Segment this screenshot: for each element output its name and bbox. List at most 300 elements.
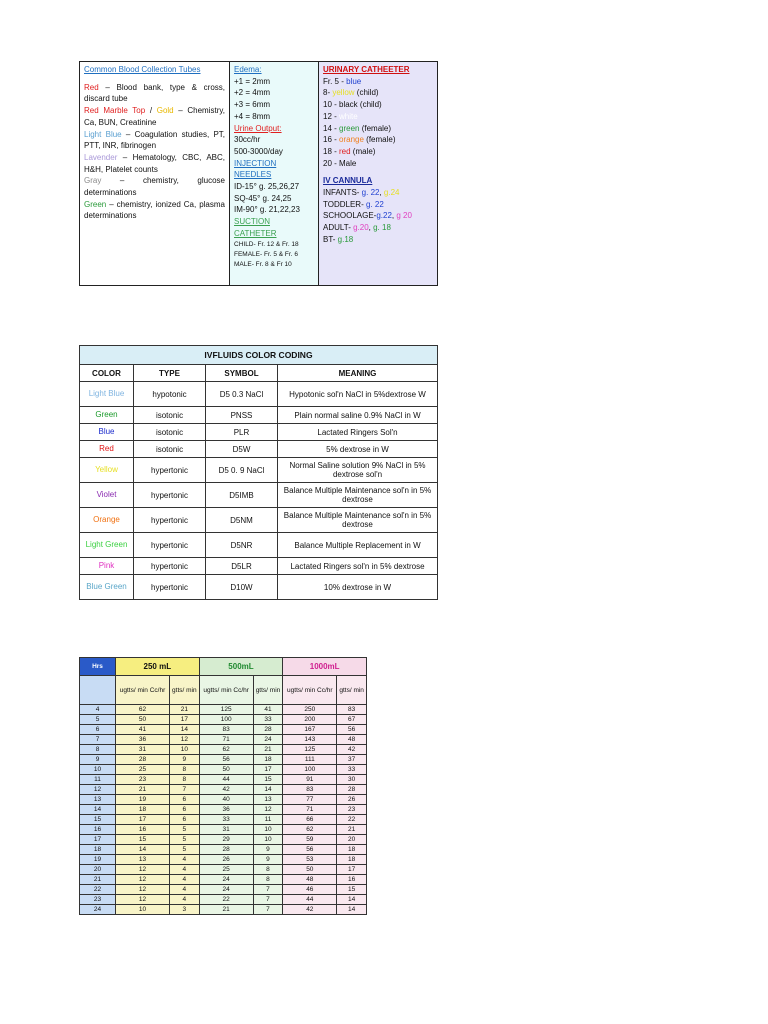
hours-cell: 23 — [80, 895, 116, 905]
tube-green — [84, 199, 225, 222]
gtts-500-cell: 13 — [253, 795, 283, 805]
ugtts-250-cell: 17 — [116, 815, 170, 825]
cannula-label: INFANTS- — [323, 188, 362, 198]
ivfluids-type-cell: hypotonic — [134, 382, 206, 407]
urinary-size: Fr. 5 - — [323, 76, 347, 86]
ugtts-500-cell: 83 — [199, 725, 253, 735]
hours-cell: 15 — [80, 815, 116, 825]
drip-row — [80, 905, 367, 915]
ivfluids-header-symbol: SYMBOL — [206, 365, 278, 382]
tube-marble-desc: – Chemistry, Ca, BUN, Creatinine — [84, 106, 226, 127]
gtts-250-cell: 6 — [169, 805, 199, 815]
ugtts-250-cell: 10 — [116, 905, 170, 915]
ugtts-1000-cell: 42 — [283, 905, 337, 915]
ivfluids-type-cell: hypertonic — [134, 558, 206, 575]
ugtts-500-cell: 28 — [199, 845, 253, 855]
urinary-size: 20 - Male — [323, 158, 357, 168]
drip-row — [80, 855, 367, 865]
ivfluids-row — [80, 382, 438, 407]
ugtts-250-cell: 62 — [116, 705, 170, 715]
gtts-1000-cell: 33 — [337, 765, 367, 775]
gtts-500-cell: 7 — [253, 905, 283, 915]
urinary-item — [323, 134, 433, 146]
urinary-item — [323, 158, 433, 170]
gtts-500-cell: 21 — [253, 745, 283, 755]
cannula-gauge: g.22 — [376, 211, 392, 221]
tube-green-name: Green — [84, 199, 107, 209]
urinary-note: (female) — [359, 123, 392, 133]
sub-header-ugtts: ugtts/ min Cc/hr — [283, 676, 337, 705]
ivfluids-color-cell: Blue Green — [80, 575, 134, 600]
ivfluids-type-cell: hypertonic — [134, 575, 206, 600]
cannula-sep: , — [368, 223, 374, 233]
gtts-1000-cell: 30 — [337, 775, 367, 785]
hours-cell: 7 — [80, 735, 116, 745]
cannula-adult — [323, 222, 433, 234]
urinary-note: (female) — [363, 135, 396, 145]
ugtts-1000-cell: 83 — [283, 785, 337, 795]
edema-column — [230, 62, 319, 285]
urinary-size: 14 - — [323, 123, 340, 133]
hours-cell: 16 — [80, 825, 116, 835]
gtts-250-cell: 5 — [169, 835, 199, 845]
cannula-toddler — [323, 199, 433, 211]
ivfluids-type-cell: hypertonic — [134, 483, 206, 508]
ivfluids-symbol-cell: D5LR — [206, 558, 278, 575]
gtts-1000-cell: 28 — [337, 785, 367, 795]
urinary-item — [323, 76, 433, 88]
ivfluids-header-type: TYPE — [134, 365, 206, 382]
gtts-500-cell: 9 — [253, 855, 283, 865]
ivfluids-meaning-cell: Plain normal saline 0.9% NaCl in W — [278, 407, 438, 424]
ugtts-1000-cell: 66 — [283, 815, 337, 825]
gtts-500-cell: 7 — [253, 885, 283, 895]
blood-tubes-column — [80, 62, 230, 285]
ugtts-1000-cell: 100 — [283, 765, 337, 775]
cannula-schoolage — [323, 210, 433, 222]
cannula-gauge: g. 18 — [373, 223, 391, 233]
ugtts-500-cell: 40 — [199, 795, 253, 805]
ivfluids-meaning-cell: Balance Multiple Maintenance sol'n in 5% dextrose — [278, 508, 438, 533]
urinary-note: (child) — [354, 88, 379, 98]
urinary-heading: URINARY CATHEETER — [323, 65, 410, 74]
urine-item: 30cc/hr — [234, 135, 261, 145]
ugtts-250-cell: 13 — [116, 855, 170, 865]
gtts-500-cell: 41 — [253, 705, 283, 715]
cannula-label: ADULT- — [323, 223, 354, 233]
ugtts-250-cell: 50 — [116, 715, 170, 725]
gtts-250-cell: 5 — [169, 845, 199, 855]
hours-cell: 18 — [80, 845, 116, 855]
ugtts-500-cell: 56 — [199, 755, 253, 765]
tube-lavender — [84, 152, 225, 175]
ivfluids-symbol-cell: D10W — [206, 575, 278, 600]
ugtts-1000-cell: 46 — [283, 885, 337, 895]
tube-lightblue-name: Light Blue — [84, 129, 122, 139]
hours-cell: 22 — [80, 885, 116, 895]
gtts-250-cell: 9 — [169, 755, 199, 765]
ugtts-1000-cell: 111 — [283, 755, 337, 765]
ugtts-500-cell: 100 — [199, 715, 253, 725]
sub-header-gtts: gtts/ min — [169, 676, 199, 705]
ugtts-1000-cell: 59 — [283, 835, 337, 845]
ivfluids-type-cell: hypertonic — [134, 508, 206, 533]
tube-marble — [84, 105, 225, 128]
cannula-gauge: g.18 — [337, 234, 354, 244]
edema-item: +2 = 4mm — [234, 88, 271, 98]
drip-row — [80, 895, 367, 905]
tube-gold-name: Gold — [156, 106, 174, 116]
cannula-infants — [323, 187, 433, 199]
ugtts-500-cell: 22 — [199, 895, 253, 905]
tube-gray — [84, 175, 225, 198]
ugtts-500-cell: 125 — [199, 705, 253, 715]
ugtts-1000-cell: 91 — [283, 775, 337, 785]
suction-item: CHILD- Fr. 12 & Fr. 18 — [234, 240, 299, 248]
ugtts-250-cell: 25 — [116, 765, 170, 775]
urinary-item — [323, 87, 433, 99]
ugtts-500-cell: 26 — [199, 855, 253, 865]
gtts-250-cell: 10 — [169, 745, 199, 755]
gtts-500-cell: 11 — [253, 815, 283, 825]
ivfluids-symbol-cell: D5W — [206, 441, 278, 458]
ivfluids-color-cell: Red — [80, 441, 134, 458]
sub-header-gtts: gtts/ min — [337, 676, 367, 705]
ugtts-250-cell: 41 — [116, 725, 170, 735]
gtts-1000-cell: 18 — [337, 855, 367, 865]
drip-row — [80, 805, 367, 815]
ugtts-250-cell: 18 — [116, 805, 170, 815]
ugtts-250-cell: 21 — [116, 785, 170, 795]
hours-cell: 10 — [80, 765, 116, 775]
tube-marble-name: Red Marble Top — [84, 106, 146, 116]
drip-row — [80, 715, 367, 725]
tube-marble-sep: / — [145, 106, 157, 116]
tubes-heading: Common Blood Collection Tubes — [84, 65, 201, 74]
gtts-250-cell: 14 — [169, 725, 199, 735]
ivfluids-meaning-cell: Normal Saline solution 9% NaCl in 5% dextrose sol'n — [278, 458, 438, 483]
gtts-1000-cell: 18 — [337, 845, 367, 855]
hrs-subheader-blank — [80, 676, 116, 705]
edema-heading: Edema: — [234, 65, 262, 74]
tube-lightblue-desc: – Coagulation studies, PT, PTT, INR, fibrinogen — [84, 129, 225, 151]
urinary-size: 10 - black (child) — [323, 100, 382, 110]
urinary-note: (male) — [350, 146, 376, 156]
ugtts-500-cell: 24 — [199, 875, 253, 885]
ivfluids-meaning-cell: Lactated Ringers sol'n in 5% dextrose — [278, 558, 438, 575]
ugtts-500-cell: 29 — [199, 835, 253, 845]
ivfluids-meaning-cell: Balance Multiple Replacement in W — [278, 533, 438, 558]
drip-row — [80, 785, 367, 795]
ivfluids-row — [80, 575, 438, 600]
ugtts-250-cell: 28 — [116, 755, 170, 765]
gtts-250-cell: 7 — [169, 785, 199, 795]
ivfluids-header-meaning: MEANING — [278, 365, 438, 382]
ugtts-250-cell: 19 — [116, 795, 170, 805]
edema-item: +4 = 8mm — [234, 111, 271, 121]
tube-lightblue — [84, 129, 225, 152]
ugtts-1000-cell: 200 — [283, 715, 337, 725]
hours-cell: 12 — [80, 785, 116, 795]
ugtts-250-cell: 14 — [116, 845, 170, 855]
gtts-1000-cell: 23 — [337, 805, 367, 815]
ugtts-1000-cell: 56 — [283, 845, 337, 855]
tube-red-desc: – Blood bank, type & cross, discard tube — [84, 82, 225, 104]
cannula-bt — [323, 234, 433, 246]
drip-row — [80, 845, 367, 855]
urinary-item — [323, 123, 433, 135]
ivfluids-row — [80, 407, 438, 424]
ivfluids-row — [80, 458, 438, 483]
ugtts-250-cell: 12 — [116, 865, 170, 875]
drip-row — [80, 765, 367, 775]
needle-item: IM-90° g. 21,22,23 — [234, 205, 300, 215]
hours-cell: 21 — [80, 875, 116, 885]
sub-header-ugtts: ugtts/ min Cc/hr — [116, 676, 170, 705]
ugtts-1000-cell: 48 — [283, 875, 337, 885]
volume-500-header: 500mL — [199, 658, 283, 676]
ivfluids-color-cell: Green — [80, 407, 134, 424]
ugtts-500-cell: 24 — [199, 885, 253, 895]
gtts-1000-cell: 22 — [337, 815, 367, 825]
ivfluids-meaning-cell: Balance Multiple Maintenance sol'n in 5% dextrose — [278, 483, 438, 508]
volume-250-header: 250 mL — [116, 658, 200, 676]
ugtts-1000-cell: 167 — [283, 725, 337, 735]
ivfluids-type-cell: isotonic — [134, 424, 206, 441]
gtts-250-cell: 8 — [169, 765, 199, 775]
volume-1000-header: 1000mL — [283, 658, 367, 676]
reference-info-box — [79, 61, 438, 286]
drip-row — [80, 865, 367, 875]
ivfluids-row — [80, 483, 438, 508]
ivfluids-title: IVFLUIDS COLOR CODING — [80, 346, 438, 365]
hours-cell: 11 — [80, 775, 116, 785]
ugtts-1000-cell: 77 — [283, 795, 337, 805]
ivfluids-type-cell: isotonic — [134, 441, 206, 458]
gtts-1000-cell: 16 — [337, 875, 367, 885]
cannula-gauge: g 20 — [396, 211, 412, 221]
ugtts-1000-cell: 143 — [283, 735, 337, 745]
ivfluids-meaning-cell: Lactated Ringers Sol'n — [278, 424, 438, 441]
ivfluids-row — [80, 424, 438, 441]
urine-item: 500-3000/day — [234, 146, 283, 156]
ivfluids-row — [80, 533, 438, 558]
urinary-size: 16 - — [323, 135, 340, 145]
gtts-250-cell: 4 — [169, 895, 199, 905]
drip-row — [80, 775, 367, 785]
ivfluids-color-cell: Blue — [80, 424, 134, 441]
gtts-1000-cell: 21 — [337, 825, 367, 835]
urinary-color: white — [339, 111, 358, 121]
gtts-1000-cell: 26 — [337, 795, 367, 805]
hours-cell: 5 — [80, 715, 116, 725]
drip-row — [80, 835, 367, 845]
gtts-500-cell: 28 — [253, 725, 283, 735]
cannula-gauge: g. 22 — [361, 188, 380, 198]
hours-cell: 14 — [80, 805, 116, 815]
ugtts-250-cell: 23 — [116, 775, 170, 785]
ivfluids-color-cell: Orange — [80, 508, 134, 533]
hours-cell: 13 — [80, 795, 116, 805]
gtts-250-cell: 4 — [169, 855, 199, 865]
gtts-1000-cell: 42 — [337, 745, 367, 755]
hours-cell: 4 — [80, 705, 116, 715]
gtts-500-cell: 10 — [253, 825, 283, 835]
gtts-500-cell: 12 — [253, 805, 283, 815]
ivfluids-symbol-cell: PNSS — [206, 407, 278, 424]
tube-red — [84, 82, 225, 105]
ugtts-250-cell: 16 — [116, 825, 170, 835]
urine-heading: Urine Output: — [234, 123, 282, 133]
ugtts-1000-cell: 44 — [283, 895, 337, 905]
gtts-250-cell: 5 — [169, 825, 199, 835]
ivfluids-type-cell: hypertonic — [134, 458, 206, 483]
gtts-1000-cell: 20 — [337, 835, 367, 845]
gtts-1000-cell: 56 — [337, 725, 367, 735]
ivfluids-type-cell: isotonic — [134, 407, 206, 424]
drip-row — [80, 725, 367, 735]
hours-cell: 17 — [80, 835, 116, 845]
gtts-500-cell: 7 — [253, 895, 283, 905]
ugtts-250-cell: 12 — [116, 885, 170, 895]
gtts-250-cell: 21 — [169, 705, 199, 715]
ivfluids-body — [80, 382, 438, 600]
ivfluids-meaning-cell: Hypotonic sol'n NaCl in 5%dextrose W — [278, 382, 438, 407]
ivfluids-type-cell: hypertonic — [134, 533, 206, 558]
drip-body — [80, 705, 367, 915]
ugtts-1000-cell: 50 — [283, 865, 337, 875]
ugtts-500-cell: 71 — [199, 735, 253, 745]
hrs-header: Hrs — [80, 658, 116, 676]
ivfluids-row — [80, 508, 438, 533]
tube-lavender-desc: – Hematology, CBC, ABC, H&H, Platelet counts — [84, 152, 225, 174]
ugtts-500-cell: 44 — [199, 775, 253, 785]
edema-item: +1 = 2mm — [234, 76, 271, 86]
urinary-size: 18 - — [323, 146, 340, 156]
gtts-500-cell: 17 — [253, 765, 283, 775]
ugtts-250-cell: 31 — [116, 745, 170, 755]
cannula-gauge: g.20 — [353, 223, 369, 233]
ugtts-500-cell: 62 — [199, 745, 253, 755]
gtts-500-cell: 24 — [253, 735, 283, 745]
gtts-1000-cell: 83 — [337, 705, 367, 715]
drip-row — [80, 795, 367, 805]
ugtts-250-cell: 36 — [116, 735, 170, 745]
drip-row — [80, 815, 367, 825]
catheter-column — [319, 62, 437, 285]
needle-item: SQ-45° g. 24,25 — [234, 193, 292, 203]
ivfluids-color-cell: Yellow — [80, 458, 134, 483]
hours-cell: 24 — [80, 905, 116, 915]
cannula-gauge: g. 22 — [365, 199, 384, 209]
ugtts-500-cell: 21 — [199, 905, 253, 915]
ivfluids-color-table — [79, 345, 438, 600]
ivfluids-symbol-cell: D5NM — [206, 508, 278, 533]
ugtts-1000-cell: 125 — [283, 745, 337, 755]
gtts-500-cell: 8 — [253, 875, 283, 885]
ivfluids-row — [80, 558, 438, 575]
gtts-500-cell: 14 — [253, 785, 283, 795]
gtts-1000-cell: 15 — [337, 885, 367, 895]
ivfluids-symbol-cell: D5 0.3 NaCl — [206, 382, 278, 407]
gtts-1000-cell: 67 — [337, 715, 367, 725]
tube-red-name: Red — [84, 82, 99, 92]
urinary-color: orange — [339, 135, 364, 145]
gtts-1000-cell: 17 — [337, 865, 367, 875]
ugtts-1000-cell: 250 — [283, 705, 337, 715]
gtts-250-cell: 3 — [169, 905, 199, 915]
gtts-1000-cell: 14 — [337, 895, 367, 905]
ugtts-500-cell: 36 — [199, 805, 253, 815]
urinary-item — [323, 99, 433, 111]
hours-cell: 6 — [80, 725, 116, 735]
tube-gray-desc: – chemistry, glucose determinations — [84, 176, 225, 198]
ugtts-1000-cell: 71 — [283, 805, 337, 815]
suction-item: MALE- Fr. 8 & Fr 10 — [234, 260, 292, 268]
ivfluids-symbol-cell: D5 0. 9 NaCl — [206, 458, 278, 483]
tube-gray-name: Gray — [84, 176, 102, 186]
drip-row — [80, 885, 367, 895]
gtts-500-cell: 10 — [253, 835, 283, 845]
hours-cell: 9 — [80, 755, 116, 765]
ugtts-250-cell: 12 — [116, 875, 170, 885]
gtts-500-cell: 8 — [253, 865, 283, 875]
ugtts-250-cell: 12 — [116, 895, 170, 905]
hours-cell: 20 — [80, 865, 116, 875]
gtts-500-cell: 33 — [253, 715, 283, 725]
ivfluids-color-cell: Light Blue — [80, 382, 134, 407]
gtts-250-cell: 12 — [169, 735, 199, 745]
urinary-item — [323, 111, 433, 123]
urinary-color: yellow — [332, 88, 355, 98]
needle-item: ID-15° g. 25,26,27 — [234, 182, 300, 192]
ivfluids-color-cell: Violet — [80, 483, 134, 508]
drip-rate-table — [79, 657, 367, 915]
hours-cell: 19 — [80, 855, 116, 865]
gtts-250-cell: 6 — [169, 795, 199, 805]
drip-row — [80, 875, 367, 885]
ivfluids-meaning-cell: 5% dextrose in W — [278, 441, 438, 458]
suction-item: FEMALE- Fr. 5 & Fr. 6 — [234, 250, 298, 258]
cannula-label: BT- — [323, 234, 338, 244]
gtts-500-cell: 9 — [253, 845, 283, 855]
cannula-sep: , — [391, 211, 397, 221]
gtts-250-cell: 17 — [169, 715, 199, 725]
cannula-heading: IV CANNULA — [323, 176, 373, 186]
gtts-500-cell: 15 — [253, 775, 283, 785]
ivfluids-symbol-cell: D5NR — [206, 533, 278, 558]
ugtts-1000-cell: 62 — [283, 825, 337, 835]
urinary-size: 12 - — [323, 111, 340, 121]
gtts-250-cell: 4 — [169, 865, 199, 875]
sub-header-gtts: gtts/ min — [253, 676, 283, 705]
ivfluids-symbol-cell: D5IMB — [206, 483, 278, 508]
drip-row — [80, 825, 367, 835]
urinary-item — [323, 146, 433, 158]
ivfluids-row — [80, 441, 438, 458]
urinary-color: blue — [346, 76, 362, 86]
urinary-color: green — [339, 123, 360, 133]
cannula-gauge: g.24 — [383, 188, 400, 198]
urinary-color: red — [339, 146, 351, 156]
cannula-label: SCHOOLAGE- — [323, 211, 377, 221]
ivfluids-header-color: COLOR — [80, 365, 134, 382]
needles-heading: INJECTION NEEDLES — [234, 158, 277, 180]
ivfluids-symbol-cell: PLR — [206, 424, 278, 441]
cannula-label: TODDLER- — [323, 199, 366, 209]
gtts-250-cell: 6 — [169, 815, 199, 825]
ivfluids-color-cell: Light Green — [80, 533, 134, 558]
